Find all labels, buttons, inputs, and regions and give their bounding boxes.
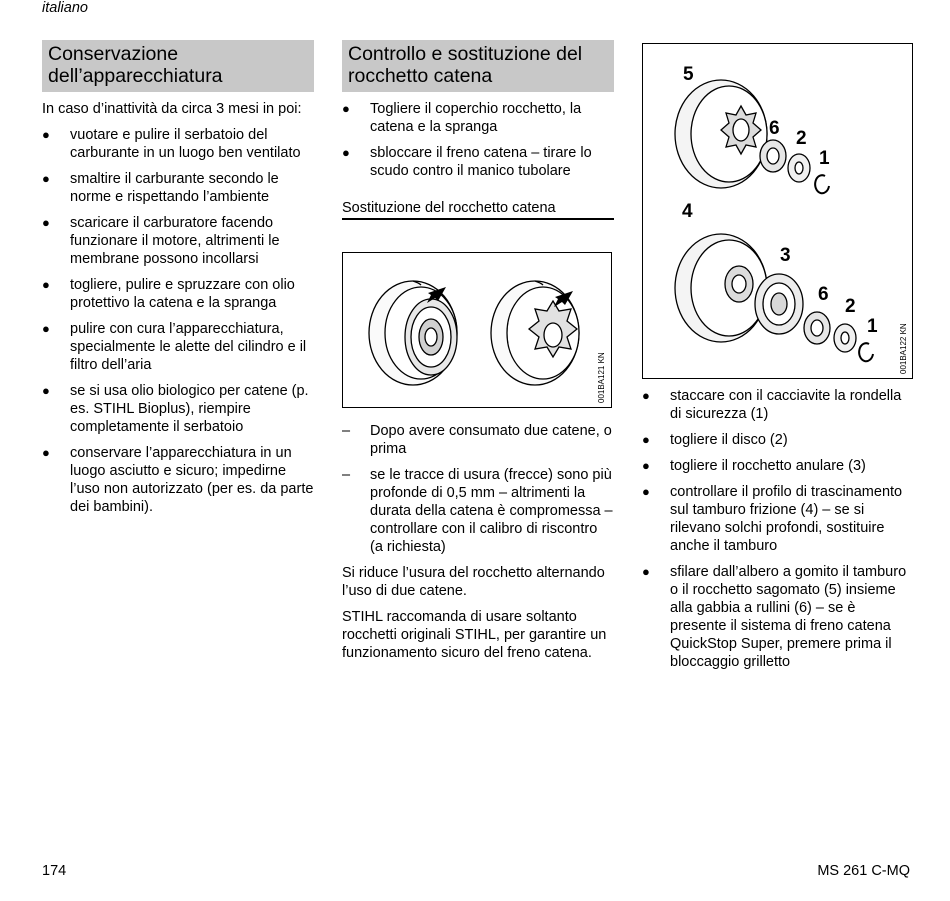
sprocket-exploded-figure — [642, 43, 913, 379]
subheading-sprocket-replacement: Sostituzione del rocchetto catena — [342, 200, 614, 220]
section-title-sprocket: Controllo e sostituzione del rocchetto catena — [342, 40, 614, 92]
list-item: ● se si usa olio biologico per catene (p. es. STIHL Bioplus), riempire completamente il serbatoio — [42, 382, 314, 436]
column-sprocket-check — [342, 40, 614, 662]
list-item: ● togliere, pulire e spruzzare con olio protettivo la catena e la spranga — [42, 276, 314, 312]
column-storage — [42, 40, 314, 516]
list-item: – Dopo avere consumato due catene, o prima — [342, 422, 614, 458]
label-4: 4 — [682, 201, 693, 222]
column-sprocket-removal — [642, 40, 912, 671]
section-title-storage: Conservazione dell’apparecchiatura — [42, 40, 314, 92]
list-item: ● togliere il rocchetto anulare (3) — [642, 457, 912, 475]
list-item: ● controllare il profilo di trascinamento sul tamburo frizione (4) – se si rilevano solchi profondi, sostituire anche il tamburo — [642, 483, 912, 555]
label-5: 5 — [683, 64, 694, 85]
list-item: ● scaricare il carburatore facendo funzionare il motore, altrimenti le membrane possono incollarsi — [42, 214, 314, 268]
list-item: ● sbloccare il freno catena – tirare lo scudo contro il manico tubolare — [342, 144, 614, 180]
list-item: ● staccare con il cacciavite la rondella di sicurezza (1) — [642, 387, 912, 423]
sprocket-prep-list — [342, 100, 614, 180]
label-2: 2 — [845, 296, 856, 317]
label-2: 2 — [796, 128, 807, 149]
language-label: italiano — [42, 0, 88, 16]
list-item: ● smaltire il carburante secondo le norme e rispettando l’ambiente — [42, 170, 314, 206]
label-6: 6 — [769, 118, 780, 139]
list-item: ● sfilare dall’albero a gomito il tamburo o il rocchetto sagomato (5) insieme alla gabbia a rullini (6) – se è presente il sistema di freno catena QuickStop Super, premere prima il bloccaggio grilletto — [642, 563, 912, 671]
sprocket-exploded-illustration — [643, 44, 911, 377]
list-item: ● Togliere il coperchio rocchetto, la catena e la spranga — [342, 100, 614, 136]
list-item: ● vuotare e pulire il serbatoio del carburante in un luogo ben ventilato — [42, 126, 314, 162]
removal-steps-list — [642, 387, 912, 671]
figure-code: 001BA121 KN — [597, 352, 606, 403]
model-name: MS 261 C-MQ — [817, 863, 910, 879]
storage-intro: In caso d’inattività da circa 3 mesi in poi: — [42, 101, 302, 117]
paragraph-original-parts: STIHL raccomanda di usare soltanto rocchetti originali STIHL, per garantire un funzionamento sicuro del freno catena. — [342, 609, 607, 661]
list-item: ● togliere il disco (2) — [642, 431, 912, 449]
label-1: 1 — [867, 316, 878, 337]
list-item: ● conservare l’apparecchiatura in un luogo asciutto e sicuro; impedirne l’uso non autorizzato (per es. da parte dei bambini). — [42, 444, 314, 516]
sprocket-wear-figure — [342, 252, 612, 408]
sprocket-wear-illustration — [343, 253, 611, 406]
page-number: 174 — [42, 863, 67, 879]
figure-code: 001BA122 KN — [899, 323, 908, 374]
list-item: – se le tracce di usura (frecce) sono più profonde di 0,5 mm – altrimenti la durata della catena è compromessa – controllare con il calibro di riscontro (a richiesta) — [342, 466, 614, 556]
list-item: ● pulire con cura l’apparecchiatura, specialmente le alette del cilindro e il filtro dell’aria — [42, 320, 314, 374]
label-6: 6 — [818, 284, 829, 305]
paragraph-wear-tip: Si riduce l’usura del rocchetto alternando l’uso di due catene. — [342, 565, 605, 599]
storage-list — [42, 126, 314, 516]
label-1: 1 — [819, 148, 830, 169]
label-3: 3 — [780, 245, 791, 266]
wear-criteria-list — [342, 422, 614, 556]
